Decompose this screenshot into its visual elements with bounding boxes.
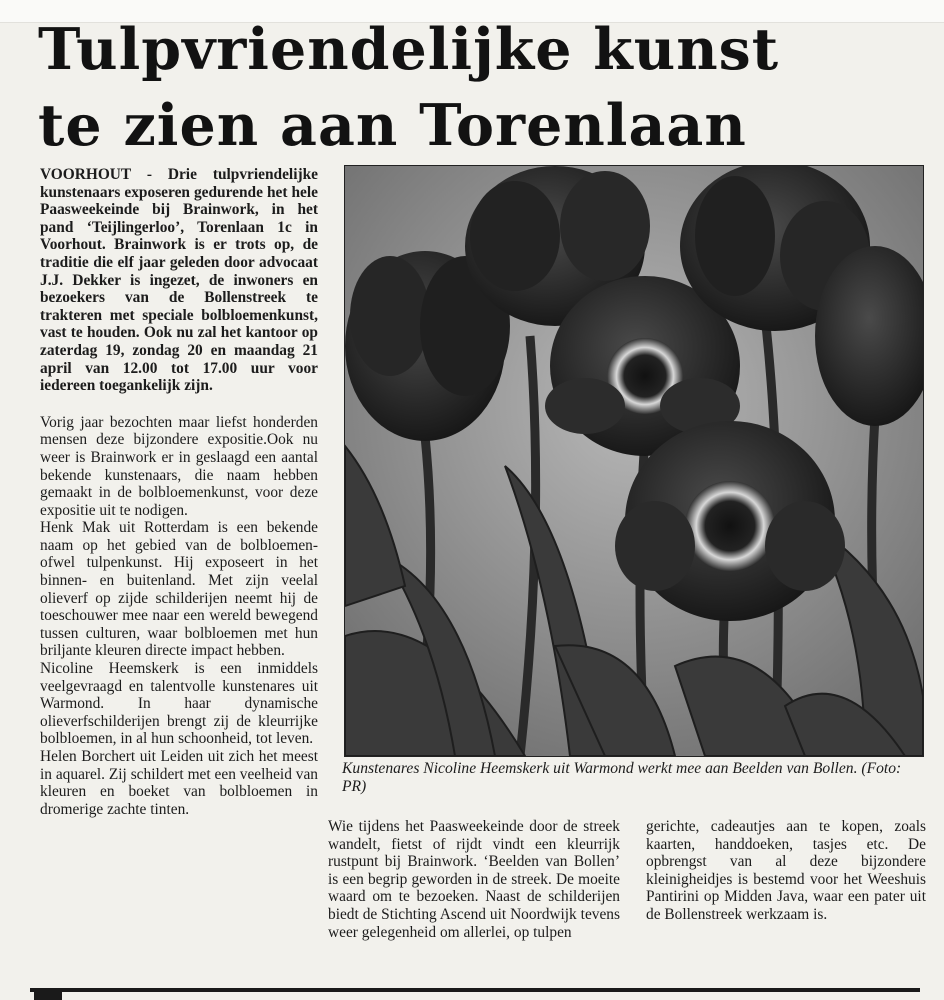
column-3-text: gerichte, cadeautjes aan te kopen, zoals kaarten, handdoeken, tasjes etc. De opbrengst van al deze bijzondere kleinigheidjes is bestemd voor het Weeshuis Pantirini op Midden Java, waar een pater uit de Bollenstreek werkzaam is. [646,818,926,923]
body-paragraph-3: Nicoline Heemskerk is een inmiddels veelgevraagd en talentvolle kunstenares uit Warmond. In haar dynamische olieverfschilderijen brengt zij de kleurrijke bolbloemen, in al hun schoonheid, tot leven. [40,660,318,748]
next-article-fragment [34,992,62,1000]
photo-caption: Kunstenares Nicoline Heemskerk uit Warmond werkt mee aan Beelden van Bollen. (Foto: PR) [342,760,902,795]
headline-line-1: Tulpvriendelijke kunst [38,16,780,83]
headline-line-2: te zien aan Torenlaan [38,92,747,159]
column-2-text: Wie tijdens het Paasweekeinde door de streek wandelt, fietst of rijdt vindt een kleurrijk rustpunt bij Brainwork. ‘Beelden van Bollen’ is een begrip geworden in de streek. De moeite waard om te bezoeken. Naast de schilderijen biedt de Stichting Ascend uit Noordwijk tevens weer gelegenheid om allerlei, op tulpen [328,818,620,941]
column-1 [40,166,318,818]
body-paragraph-2: Henk Mak uit Rotterdam is een bekende naam op het gebied van de bolbloemen- ofwel tulpenkunst. Hij exposeert in het binnen- en buitenland. Met zijn veelal olieverf op zijde schilderijen neemt hij de toeschouwer mee naar een wereld bewegend tussen culturen, waar bolbloemen met hun briljante kleuren directe impact hebben. [40,519,318,660]
tulip-photo [344,165,924,757]
headline [38,12,928,164]
bottom-rule [30,988,920,992]
body-paragraph-1: Vorig jaar bezochten maar liefst honderden mensen deze bijzondere expositie.Ook nu weer is Brainwork er in geslaagd een aantal bekende kunstenaars, die naam hebben gemaakt in de bolbloemenkunst, voor deze expositie uit te nodigen. [40,413,318,519]
column-2 [328,818,620,941]
body-paragraph-4: Helen Borchert uit Leiden uit zich het meest in aquarel. Zij schildert met een veelheid van kleuren en boeket van bolbloemen in dromerige zachte tinten. [40,748,318,818]
intro-paragraph: VOORHOUT - Drie tulpvriendelijke kunstenaars exposeren gedurende het hele Paasweekeinde bij Brainwork, in het pand ‘Teijlingerloo’, Torenlaan 1c in Voorhout. Brainwork is er trots op, de traditie die elf jaar geleden door advocaat J.J. Dekker is ingezet, de inwoners en bezoekers van de Bollenstreek te trakteren met speciale bolbloemenkunst, vast te houden. Ook nu zal het kantoor op zaterdag 19, zondag 20 en maandag 21 april van 12.00 tot 17.00 uur voor iedereen toegankelijk zijn. [40,166,318,395]
column-3 [646,818,926,924]
